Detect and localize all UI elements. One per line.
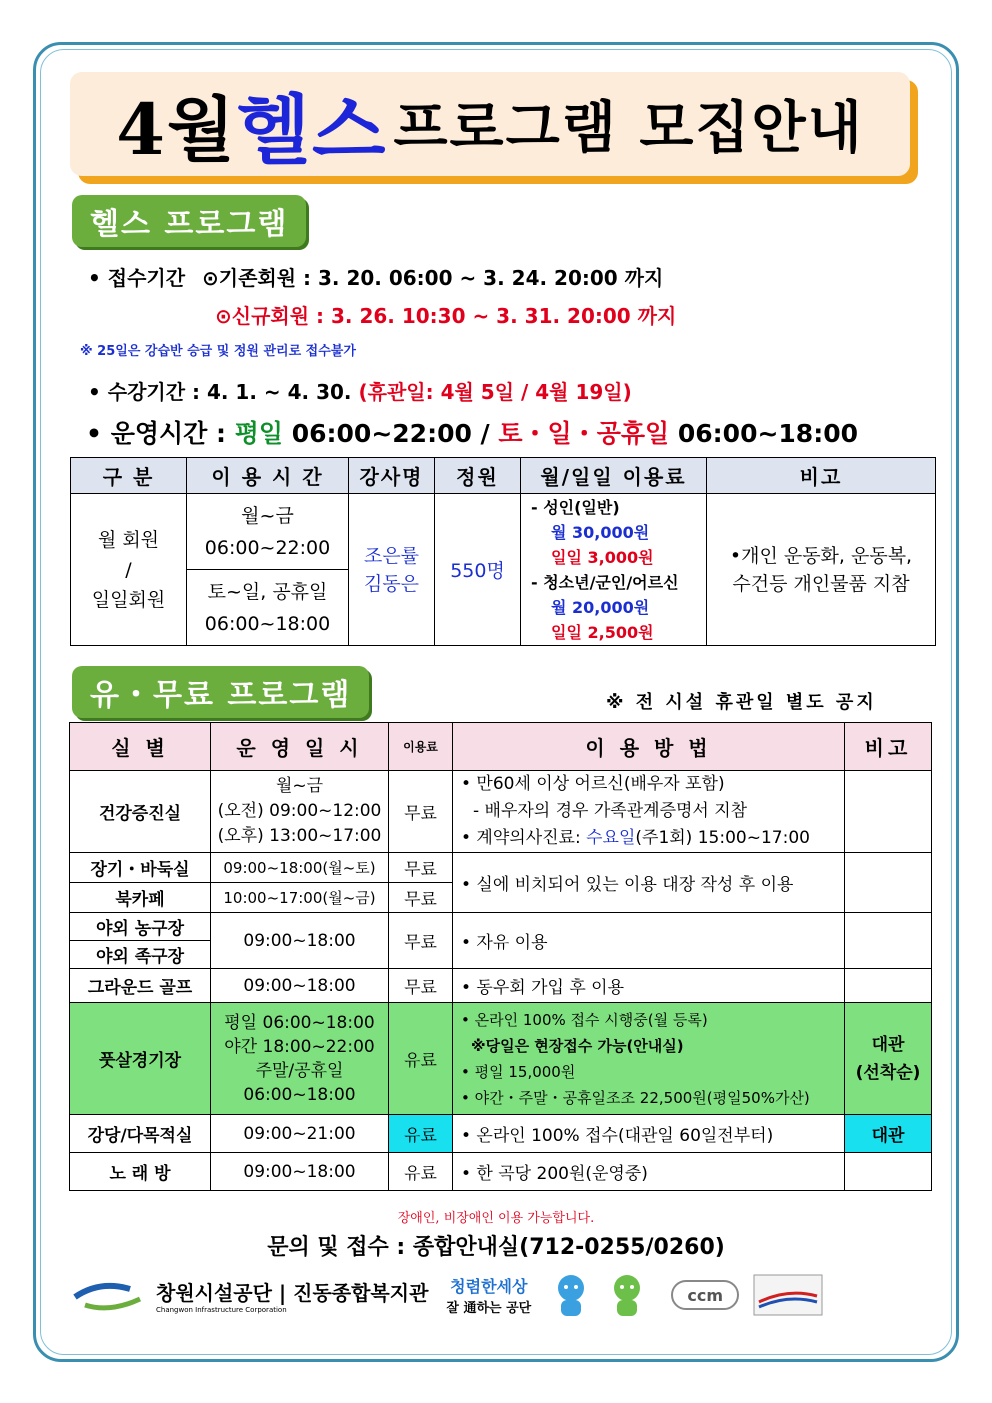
hours-label: 운영시간 : xyxy=(110,419,226,448)
t2-r7-fee: 유료 xyxy=(389,1003,453,1115)
t2-r7-method-line: • 평일 15,000원 xyxy=(461,1062,576,1081)
t2-r6-fee: 무료 xyxy=(389,969,453,1003)
t2-r23-method: • 실에 비치되어 있는 이용 대장 작성 후 이용 xyxy=(453,853,845,913)
t2-r7-time-line: 야간 18:00~22:00 xyxy=(224,1036,375,1057)
org-name-text: 창원시설공단 | 진동종합복지관 xyxy=(156,1280,429,1305)
t2-header: 실 별 xyxy=(70,723,211,771)
t1-fee-youth: - 청소년/군인/어르신 xyxy=(531,572,679,592)
slogan-bottom: 잘 通하는 공단 xyxy=(446,1301,532,1316)
t2-r1-method-line: - 배우자의 경우 가족관계증명서 지참 xyxy=(473,801,748,821)
t1-fees xyxy=(521,494,707,646)
closure-notice: ※ 전 시설 휴관일 별도 공지 xyxy=(606,692,877,713)
t2-r8-method: • 온라인 100% 접수(대관일 60일전부터) xyxy=(453,1115,845,1153)
t1-member-month: 월 회원 xyxy=(97,528,160,551)
t2-r3-name: 북카페 xyxy=(70,883,211,913)
hours-weekday: 평일 xyxy=(234,419,284,448)
t2-r4-name: 야외 농구장 xyxy=(70,913,211,941)
facility-table xyxy=(69,722,932,1191)
t2-r45-remark xyxy=(845,913,932,969)
t2-r7-name: 풋살경기장 xyxy=(70,1003,211,1115)
course-period: • 수강기간 : 4. 1. ~ 4. 30. (휴관일: 4월 5일 / 4월 19일) xyxy=(88,380,632,404)
title-rest: 프로그램 모집안내 xyxy=(393,95,864,161)
t2-r2-name: 장기・바둑실 xyxy=(70,853,211,883)
org-name-en: Changwon Infrastructure Corporation xyxy=(156,1305,287,1314)
course-holiday: (휴관일: 4월 5일 / 4월 19일) xyxy=(358,380,632,404)
t2-r1-method-part: 수요일 xyxy=(586,828,636,848)
page-title xyxy=(70,72,910,176)
t2-r7-time-line: 평일 06:00~18:00 xyxy=(224,1012,375,1033)
t2-r7-time xyxy=(211,1003,389,1115)
t2-r1-method xyxy=(453,771,845,853)
t2-header: 이 용 방 법 xyxy=(453,723,845,771)
t2-r8-name: 강당/다목적실 xyxy=(70,1115,211,1153)
t2-r1-method-line: • 만60세 이상 어르신(배우자 포함) xyxy=(461,774,725,794)
t1-instructor: 김동은 xyxy=(363,572,420,595)
t1-header: 정원 xyxy=(435,458,521,494)
changwon-logo-icon xyxy=(70,1275,150,1315)
section-health-label: 헬스 프로그램 xyxy=(72,195,306,247)
table-row xyxy=(70,913,932,941)
table-row xyxy=(70,1153,932,1191)
t2-r9-time: 09:00~18:00 xyxy=(211,1153,389,1191)
t2-r1-time-line: (오전) 09:00~12:00 xyxy=(217,801,382,821)
reception-label: 접수기간 xyxy=(107,266,186,290)
t1-fee-youth-month: 월 20,000원 xyxy=(551,597,650,617)
reception-existing-text: ⊙기존회원 : 3. 20. 06:00 ~ 3. 24. 20:00 까지 xyxy=(202,266,664,290)
t1-time1-hours: 06:00~22:00 xyxy=(204,536,331,559)
table-row xyxy=(70,853,932,883)
reception-existing: • 접수기간 ⊙기존회원 : 3. 20. 06:00 ~ 3. 24. 20:00 까지 xyxy=(88,266,664,290)
footer-logos xyxy=(70,1270,936,1320)
t2-r1-time xyxy=(211,771,389,853)
t2-r6-name: 그라운드 골프 xyxy=(70,969,211,1003)
t2-r6-remark xyxy=(845,969,932,1003)
t1-fee-youth-day: 일일 2,500원 xyxy=(551,622,654,642)
title-month: 4월 xyxy=(116,87,237,171)
t2-r8-fee: 유료 xyxy=(389,1115,453,1153)
t1-header: 월/일일 이용료 xyxy=(521,458,707,494)
t2-r2-fee: 무료 xyxy=(389,853,453,883)
t1-member xyxy=(71,494,187,646)
t2-r1-method-part: • 계약의사진료: xyxy=(461,828,587,848)
t2-r23-remark xyxy=(845,853,932,913)
t1-member-slash: / xyxy=(125,558,132,581)
t1-instructors xyxy=(349,494,435,646)
contact-info: 문의 및 접수 : 종합안내실(712-0255/0260) xyxy=(267,1235,725,1260)
t2-r1-time-line: 월~금 xyxy=(275,776,324,796)
t1-header: 구 분 xyxy=(71,458,187,494)
t2-r9-fee: 유료 xyxy=(389,1153,453,1191)
t2-r7-remark-line: 대관 xyxy=(871,1034,905,1055)
t2-r9-method: • 한 곡당 200원(운영중) xyxy=(453,1153,845,1191)
slogan-top: 청렴한세상 xyxy=(450,1277,528,1296)
t2-r7-time-line: 06:00~18:00 xyxy=(243,1084,356,1105)
t2-r2-time: 09:00~18:00(월~토) xyxy=(211,853,389,883)
ccm-logo: ccm xyxy=(671,1280,739,1310)
org-name xyxy=(156,1277,428,1314)
t1-header: 강사명 xyxy=(349,458,435,494)
t2-r45-fee: 무료 xyxy=(389,913,453,969)
hours-weekend: 토・일・공휴일 xyxy=(498,419,670,448)
t2-r3-time: 10:00~17:00(월~금) xyxy=(211,883,389,913)
t1-fee-adult: - 성인(일반) xyxy=(531,497,620,517)
t1-time2-hours: 06:00~18:00 xyxy=(204,612,331,635)
course-label: 수강기간 : 4. 1. ~ 4. 30. xyxy=(107,380,352,404)
t1-time2 xyxy=(187,570,349,646)
t2-header: 비고 xyxy=(845,723,932,771)
table-row xyxy=(70,771,932,853)
t1-time1 xyxy=(187,494,349,570)
t1-header: 이 용 시 간 xyxy=(187,458,349,494)
table-row xyxy=(70,969,932,1003)
t2-r9-remark xyxy=(845,1153,932,1191)
t2-r6-time: 09:00~18:00 xyxy=(211,969,389,1003)
t2-r7-time-line: 주말/공휴일 xyxy=(255,1060,344,1081)
t2-r1-method-part: (주1회) 15:00~17:00 xyxy=(635,828,810,848)
t2-header: 운 영 일 시 xyxy=(211,723,389,771)
t1-remark-line: •개인 운동화, 운동복, xyxy=(729,544,913,567)
t2-r7-method-line: ※당일은 현장접수 가능(안내실) xyxy=(471,1036,684,1055)
t1-remark xyxy=(707,494,936,646)
t1-time1-day: 월~금 xyxy=(241,504,294,527)
operating-hours: • 운영시간 : 평일 06:00~22:00 / 토・일・공휴일 06:00~18:00 xyxy=(86,419,858,448)
t2-r5-name: 야외 족구장 xyxy=(70,941,211,969)
t1-remark-line: 수건등 개인물품 지참 xyxy=(732,572,910,595)
slogan xyxy=(446,1274,531,1316)
mascot-blue-icon xyxy=(549,1272,593,1318)
mascot-green-icon xyxy=(605,1272,649,1318)
hours-weekday-time: 06:00~22:00 / xyxy=(291,419,490,448)
health-table xyxy=(70,457,936,646)
t2-r1-method-line xyxy=(461,825,844,852)
reception-new: ⊙신규회원 : 3. 26. 10:30 ~ 3. 31. 20:00 까지 xyxy=(215,304,677,328)
t2-r8-remark: 대관 xyxy=(845,1115,932,1153)
t2-r7-remark xyxy=(845,1003,932,1115)
t2-r7-remark-line: (선착순) xyxy=(855,1062,921,1083)
t1-fee-adult-month: 월 30,000원 xyxy=(551,522,650,542)
title-health: 헬스 xyxy=(236,85,388,175)
reception-note: ※ 25일은 강습반 승급 및 정원 관리로 접수불가 xyxy=(80,344,356,359)
t2-r1-name: 건강증진실 xyxy=(70,771,211,853)
t1-capacity: 550명 xyxy=(435,494,521,646)
t2-r1-remark xyxy=(845,771,932,853)
t1-header: 비고 xyxy=(707,458,936,494)
t2-r7-method xyxy=(453,1003,845,1115)
table-row xyxy=(70,1003,932,1115)
hours-weekend-time: 06:00~18:00 xyxy=(677,419,858,448)
t2-r9-name: 노 래 방 xyxy=(70,1153,211,1191)
certificate-logo-icon xyxy=(753,1274,823,1316)
t2-r7-method-line: • 야간・주말・공휴일조조 22,500원(평일50%가산) xyxy=(461,1088,810,1107)
t1-member-day: 일일회원 xyxy=(91,588,166,611)
t2-r1-fee: 무료 xyxy=(389,771,453,853)
t2-header: 이용료 xyxy=(389,723,453,771)
t2-r45-method: • 자유 이용 xyxy=(453,913,845,969)
t1-instructor: 조은률 xyxy=(363,544,420,567)
accessibility-note: 장애인, 비장애인 이용 가능합니다. xyxy=(397,1211,595,1226)
t2-r7-method-line: • 온라인 100% 접수 시행중(월 등록) xyxy=(461,1010,708,1029)
section-paid-free-label: 유・무료 프로그램 xyxy=(72,666,369,718)
t1-time2-day: 토~일, 공휴일 xyxy=(207,580,328,603)
t2-r3-fee: 무료 xyxy=(389,883,453,913)
t2-r8-time: 09:00~21:00 xyxy=(211,1115,389,1153)
t1-fee-adult-day: 일일 3,000원 xyxy=(551,547,654,567)
t2-r6-method: • 동우회 가입 후 이용 xyxy=(453,969,845,1003)
t2-r45-time: 09:00~18:00 xyxy=(211,913,389,969)
t2-r1-time-line: (오후) 13:00~17:00 xyxy=(217,826,382,846)
table-row xyxy=(70,1115,932,1153)
